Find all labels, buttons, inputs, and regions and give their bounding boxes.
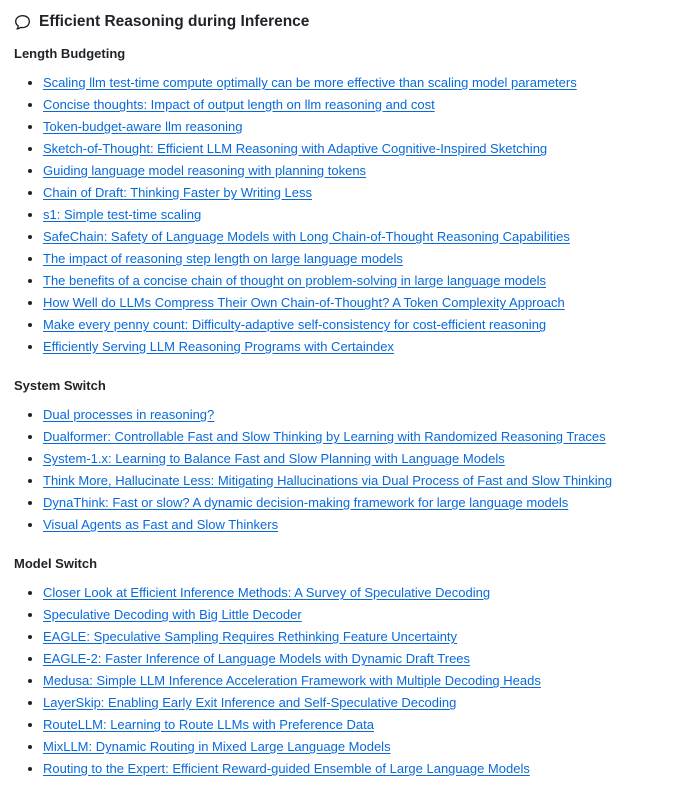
speech-bubble-icon (14, 14, 31, 31)
list-item (43, 339, 672, 354)
paper-link[interactable]: Make every penny count: Difficulty-adaptive self-consistency for cost-efficient reasoning (43, 317, 547, 332)
list-item (43, 251, 672, 266)
list-item (43, 695, 672, 710)
list-item (43, 163, 672, 178)
list-item (43, 141, 672, 156)
list-item (43, 317, 672, 332)
paper-link[interactable]: Token-budget-aware llm reasoning (43, 119, 243, 134)
paper-section (14, 46, 672, 354)
list-item (43, 75, 672, 90)
list-item (43, 295, 672, 310)
paper-link[interactable]: Closer Look at Efficient Inference Methods: A Survey of Speculative Decoding (43, 585, 491, 600)
list-item (43, 607, 672, 622)
paper-link[interactable]: EAGLE: Speculative Sampling Requires Rethinking Feature Uncertainty (43, 629, 458, 644)
list-item (43, 739, 672, 754)
paper-link[interactable]: Visual Agents as Fast and Slow Thinkers (43, 517, 279, 532)
paper-link[interactable]: Concise thoughts: Impact of output length on llm reasoning and cost (43, 97, 435, 112)
paper-link[interactable]: The benefits of a concise chain of thought on problem-solving in large language models (43, 273, 546, 288)
list-item (43, 673, 672, 688)
paper-link[interactable]: Scaling llm test-time compute optimally can be more effective than scaling model parameters (43, 75, 577, 90)
page-title-text: Efficient Reasoning during Inference (39, 13, 310, 30)
list-item (43, 229, 672, 244)
paper-link[interactable]: Medusa: Simple LLM Inference Acceleration Framework with Multiple Decoding Heads (43, 673, 541, 688)
paper-link[interactable]: Dualformer: Controllable Fast and Slow Thinking by Learning with Randomized Reasoning Traces (43, 429, 606, 444)
list-item (43, 517, 672, 532)
list-item (43, 651, 672, 666)
paper-link[interactable]: LayerSkip: Enabling Early Exit Inference and Self-Speculative Decoding (43, 695, 457, 710)
page-title (14, 12, 672, 32)
paper-link[interactable]: Think More, Hallucinate Less: Mitigating Hallucinations via Dual Process of Fast and Slow Thinking (43, 473, 613, 488)
list-item (43, 717, 672, 732)
section-heading: System Switch (14, 378, 106, 393)
paper-list (14, 585, 672, 776)
paper-section (14, 378, 672, 532)
paper-section (14, 556, 672, 776)
paper-link[interactable]: SafeChain: Safety of Language Models with Long Chain-of-Thought Reasoning Capabilities (43, 229, 570, 244)
list-item (43, 629, 672, 644)
paper-link[interactable]: Speculative Decoding with Big Little Decoder (43, 607, 302, 622)
list-item (43, 97, 672, 112)
paper-list (14, 75, 672, 354)
paper-link[interactable]: MixLLM: Dynamic Routing in Mixed Large Language Models (43, 739, 391, 754)
paper-link[interactable]: Dual processes in reasoning? (43, 407, 215, 422)
section-heading: Model Switch (14, 556, 98, 571)
paper-link[interactable]: System-1.x: Learning to Balance Fast and Slow Planning with Language Models (43, 451, 505, 466)
paper-link[interactable]: Chain of Draft: Thinking Faster by Writing Less (43, 185, 313, 200)
list-item (43, 119, 672, 134)
list-item (43, 451, 672, 466)
list-item (43, 273, 672, 288)
paper-link[interactable]: Routing to the Expert: Efficient Reward-guided Ensemble of Large Language Models (43, 761, 530, 776)
paper-link[interactable]: How Well do LLMs Compress Their Own Chain-of-Thought? A Token Complexity Approach (43, 295, 565, 310)
paper-link[interactable]: DynaThink: Fast or slow? A dynamic decision-making framework for large language models (43, 495, 569, 510)
list-item (43, 407, 672, 422)
paper-link[interactable]: Sketch-of-Thought: Efficient LLM Reasoning with Adaptive Cognitive-Inspired Sketching (43, 141, 548, 156)
paper-link[interactable]: RouteLLM: Learning to Route LLMs with Preference Data (43, 717, 374, 732)
paper-list (14, 407, 672, 532)
list-item (43, 473, 672, 488)
list-item (43, 761, 672, 776)
section-heading: Length Budgeting (14, 46, 126, 61)
list-item (43, 495, 672, 510)
sections-container (14, 46, 672, 776)
list-item (43, 207, 672, 222)
list-item (43, 185, 672, 200)
paper-link[interactable]: Efficiently Serving LLM Reasoning Programs with Certaindex (43, 339, 394, 354)
paper-link[interactable]: EAGLE-2: Faster Inference of Language Models with Dynamic Draft Trees (43, 651, 471, 666)
list-item (43, 429, 672, 444)
list-item (43, 585, 672, 600)
readme-content (14, 12, 672, 776)
paper-link[interactable]: s1: Simple test-time scaling (43, 207, 202, 222)
paper-link[interactable]: Guiding language model reasoning with planning tokens (43, 163, 367, 178)
paper-link[interactable]: The impact of reasoning step length on large language models (43, 251, 403, 266)
